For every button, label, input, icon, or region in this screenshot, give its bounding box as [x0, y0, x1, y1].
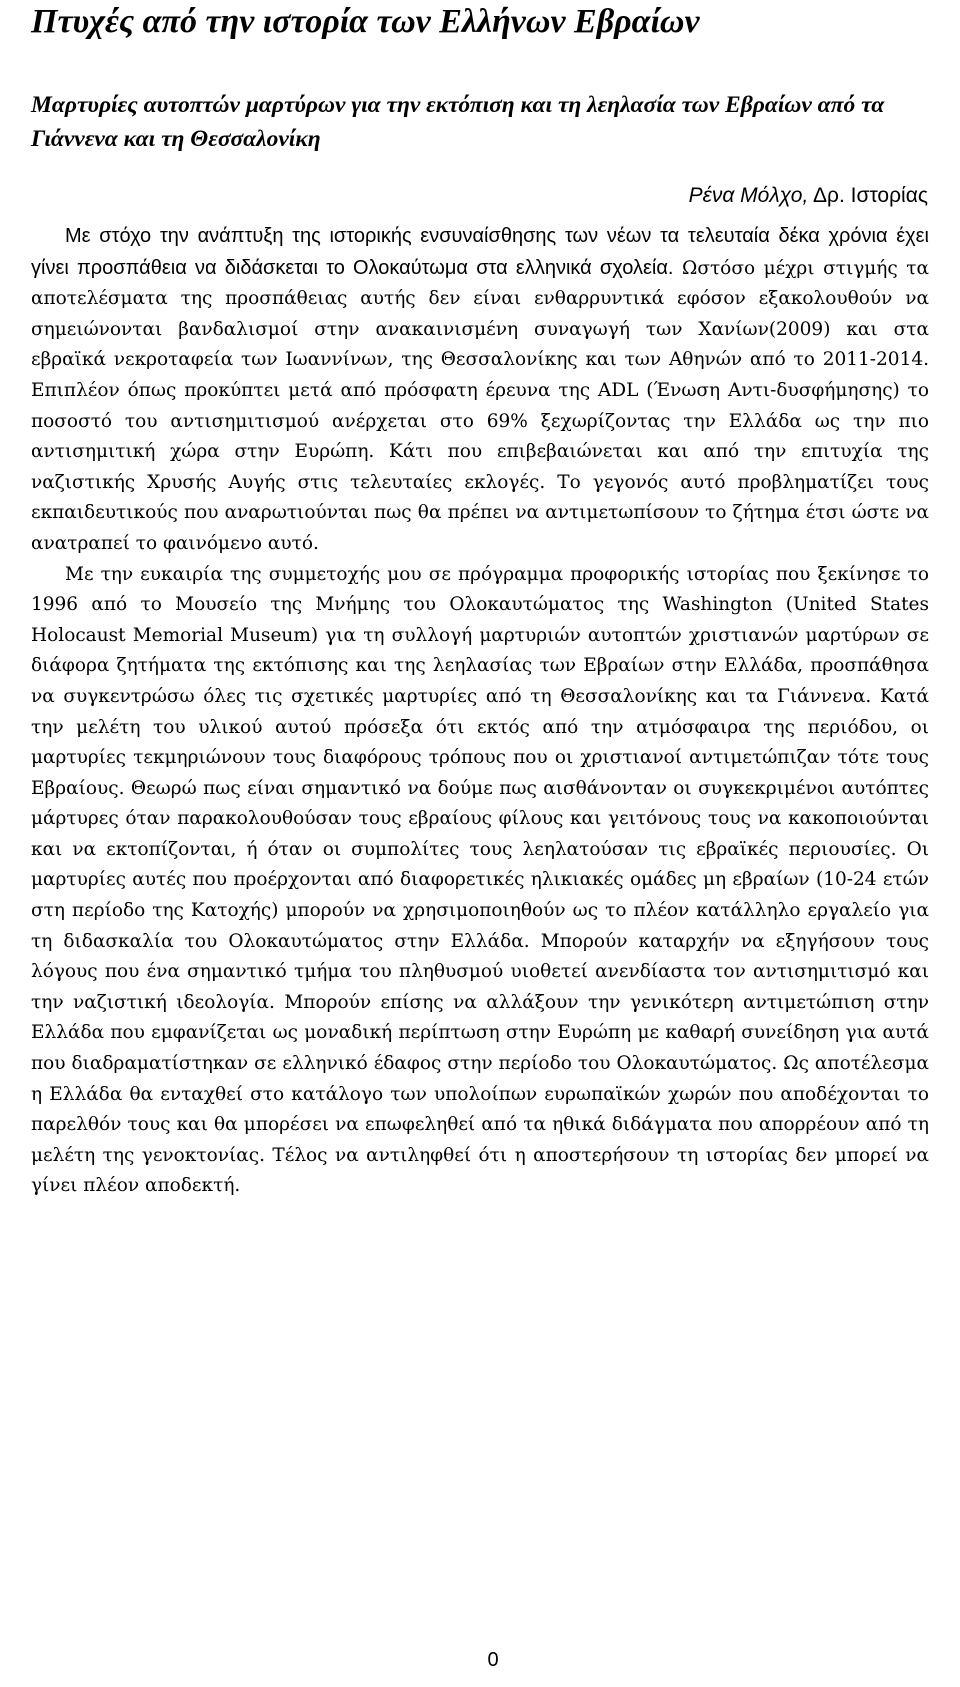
page-number: 0: [487, 1649, 499, 1671]
paragraph-2-body: Με την ευκαιρία της συμμετοχής μου σε πρόγραμμα προφορικής ιστορίας που ξεκίνησε το 1996 από το Μουσείο της Μνήμης του Ολοκαυτώματος της Washington (United States Holocaust Memorial Museum) για τη συλλογή μαρτυριών αυτοπτών χριστιανών μαρτύρων σε διάφορα ζητήματα της εκτόπισης και της λεηλασίας των Εβραίων στην Ελλάδα, προσπάθησα να συγκεντρώσω όλες τις σχετικές μαρτυρίες από τη Θεσσαλονίκης και τα Γιάννενα. Κατά την μελέτη του υλικού αυτού πρόσεξα ότι εκτός από την ατμόσφαιρα της περιόδου, οι μαρτυρίες τεκμηριώνουν τους διαφόρους τρόπους που οι χριστιανοί αντιμετώπιζαν τότε τους Εβραίους. Θεωρώ πως είναι σημαντικό να δούμε πως αισθάνονταν οι συγκεκριμένοι αυτόπτες μάρτυρες όταν παρακολουθούσαν τους εβραίους φίλους και γειτόνους τους να κακοποιούνται και να εκτοπίζονται, ή όταν οι συμπολίτες τους λεηλατούσαν τις εβραϊκές περιουσίες. Οι μαρτυρίες αυτές που προέρχονται από διαφορετικές ηλικιακές ομάδες μη εβραίων (10-24 ετών στη περίοδο της Κατοχής) μπορούν να χρησιμοποιηθούν ως το πλέον κατάλληλο εργαλείο για τη διδασκαλία του Ολοκαυτώματος στην Ελλάδα. Μπορούν καταρχήν να εξηγήσουν τους λόγους που ένα σημαντικό τμήμα του πληθυσμού υιοθετεί ανενδίαστα τον αντισημιτισμό και την ναζιστική ιδεολογία. Μπορούν επίσης να αλλάξουν την γενικότερη αντιμετώπιση στην Ελλάδα που εμφανίζεται ως μοναδική περίπτωση στην Ευρώπη με καθαρή συνείδηση για αυτά που διαδραματίστηκαν σε ελληνικό έδαφος στην περίοδο του Ολοκαυτώματος. Ως αποτέλεσμα η Ελλάδα θα ενταχθεί στο κατάλογο των υπολοίπων ευρωπαϊκών χωρών που αποδέχονται το παρελθόν τους και θα μπορέσει να επωφεληθεί από τα ηθικά διδάγματα που απορρέουν από τη μελέτη της γενοκτονίας. Τέλος να αντιληφθεί ότι η αποστερήσουν τη ιστορίας δεν μπορεί να γίνει πλέον αποδεκτή.: [31, 563, 929, 1197]
author-title: Δρ. Ιστορίας: [813, 184, 928, 207]
paragraph-1-intro: Με στόχο την ανάπτυξη της ιστορικής ενσυναίσθησης των νέων τα τελευταία δέκα χρόνια έχει γίνει προσπάθεια να διδάσκεται το Ολοκαύτωμα στα ελληνικά σχολεία.: [31, 225, 929, 279]
document-title: Πτυχές από την ιστορία των Ελλήνων Εβραίων: [31, 3, 700, 40]
document-subtitle: Μαρτυρίες αυτοπτών μαρτύρων για την εκτόπιση και τη λεηλασία των Εβραίων από τα Γιάννενα και τη Θεσσαλονίκη: [31, 92, 885, 152]
paragraph-2: [31, 560, 929, 1202]
author-name: Ρένα Μόλχο,: [688, 184, 809, 207]
paragraph-1-body: Ωστόσο μέχρι στιγμής τα αποτελέσματα της προσπάθειας αυτής δεν είναι ενθαρρυντικά εφόσον εξακολουθούν να σημειώνονται βανδαλισμοί στην ανακαινισμένη συναγωγή των Χανίων(2009) και στα εβραϊκά νεκροταφεία των Ιωαννίνων, της Θεσσαλονίκης και των Αθηνών από το 2011-2014. Επιπλέον όπως προκύπτει μετά από πρόσφατη έρευνα της ADL (Ένωση Αντι-δυσφήμησης) το ποσοστό του αντισημιτισμού ανέρχεται στο 69% ξεχωρίζοντας την Ελλάδα ως την πιο αντισημιτική χώρα στην Ευρώπη. Κάτι που επιβεβαιώνεται και από την επιτυχία της ναζιστικής Χρυσής Αυγής στις τελευταίες εκλογές. Το γεγονός αυτό προβληματίζει τους εκπαιδευτικούς που αναρωτιούνται πως θα πρέπει να αντιμετωπίσουν το ζήτημα έτσι ώστε να ανατραπεί το φαινόμενο αυτό.: [31, 257, 929, 554]
author-line: [31, 181, 928, 211]
paragraph-1: [31, 221, 929, 560]
